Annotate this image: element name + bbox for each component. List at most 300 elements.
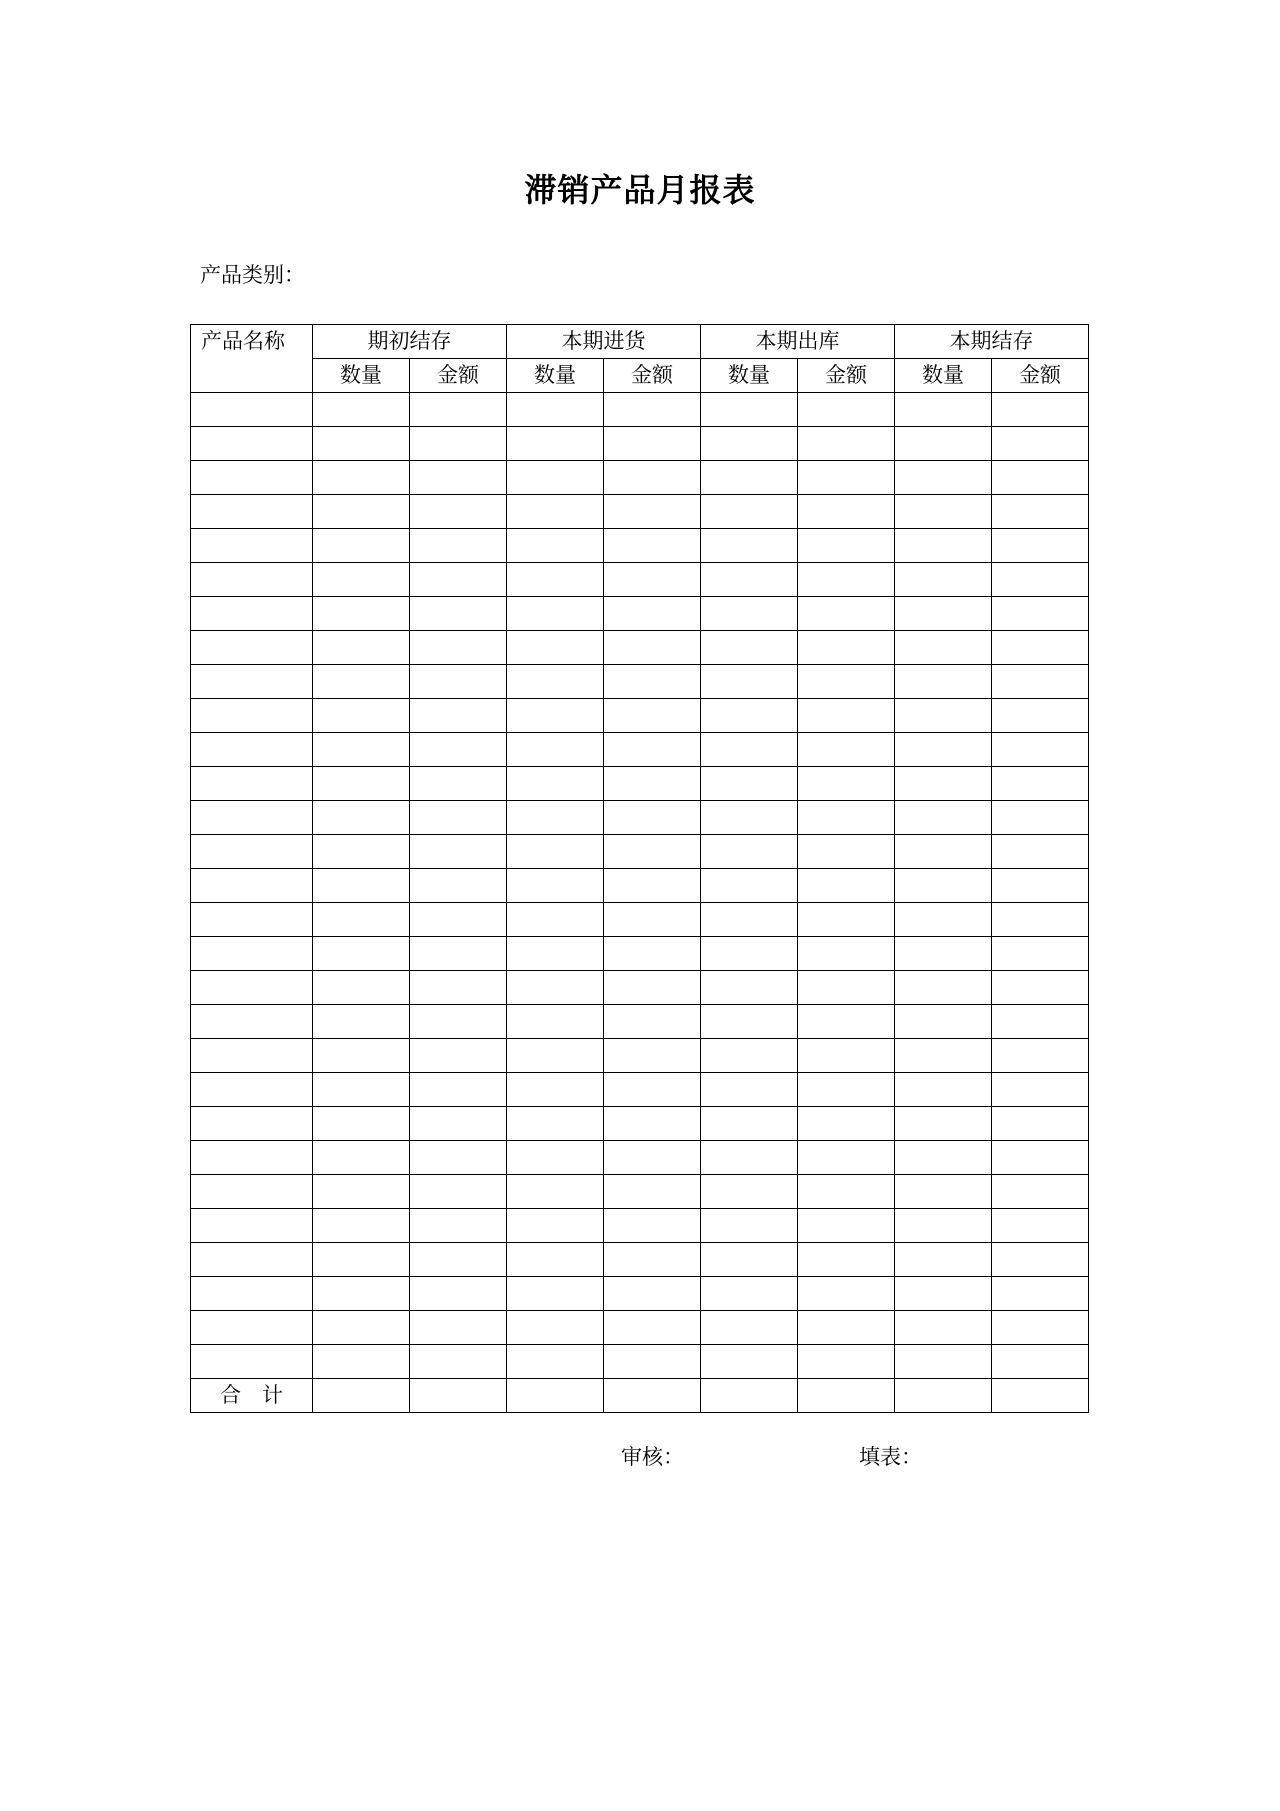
value-cell[interactable]	[604, 869, 701, 903]
value-cell[interactable]	[992, 1277, 1089, 1311]
table-row	[191, 699, 1089, 733]
value-cell[interactable]	[895, 1107, 992, 1141]
value-cell[interactable]	[895, 1073, 992, 1107]
value-cell[interactable]	[313, 971, 410, 1005]
value-cell[interactable]	[604, 1243, 701, 1277]
value-cell[interactable]	[313, 495, 410, 529]
value-cell[interactable]	[895, 393, 992, 427]
signature-line	[0, 1443, 1280, 1471]
product-name-cell[interactable]	[191, 1175, 313, 1209]
value-cell[interactable]	[507, 1209, 604, 1243]
value-cell[interactable]	[798, 1277, 895, 1311]
value-cell[interactable]	[507, 1039, 604, 1073]
value-cell[interactable]	[604, 699, 701, 733]
table-subheader-row	[191, 359, 1089, 393]
value-cell[interactable]	[507, 937, 604, 971]
value-cell[interactable]	[604, 529, 701, 563]
product-name-cell[interactable]	[191, 733, 313, 767]
value-cell[interactable]	[410, 1005, 507, 1039]
value-cell[interactable]	[410, 869, 507, 903]
value-cell[interactable]	[507, 495, 604, 529]
product-name-cell[interactable]	[191, 1141, 313, 1175]
value-cell[interactable]	[992, 1141, 1089, 1175]
value-cell[interactable]	[798, 529, 895, 563]
value-cell[interactable]	[604, 937, 701, 971]
value-cell[interactable]	[992, 1311, 1089, 1345]
value-cell[interactable]	[798, 665, 895, 699]
table-row	[191, 529, 1089, 563]
value-cell[interactable]	[895, 529, 992, 563]
value-cell[interactable]	[313, 529, 410, 563]
value-cell[interactable]	[507, 733, 604, 767]
value-cell[interactable]	[701, 1073, 798, 1107]
value-cell[interactable]	[701, 733, 798, 767]
value-cell[interactable]	[895, 631, 992, 665]
value-cell[interactable]	[992, 1107, 1089, 1141]
value-cell[interactable]	[798, 1345, 895, 1379]
value-cell[interactable]	[701, 1277, 798, 1311]
value-cell[interactable]	[410, 971, 507, 1005]
value-cell[interactable]	[604, 1039, 701, 1073]
value-cell[interactable]	[798, 937, 895, 971]
value-cell[interactable]	[604, 563, 701, 597]
value-cell[interactable]	[992, 767, 1089, 801]
table-row	[191, 903, 1089, 937]
total-value-cell[interactable]	[798, 1379, 895, 1413]
value-cell[interactable]	[507, 1107, 604, 1141]
table-row	[191, 631, 1089, 665]
value-cell[interactable]	[507, 1277, 604, 1311]
value-cell[interactable]	[992, 801, 1089, 835]
value-cell[interactable]	[313, 563, 410, 597]
product-name-cell[interactable]	[191, 393, 313, 427]
value-cell[interactable]	[507, 393, 604, 427]
value-cell[interactable]	[992, 393, 1089, 427]
total-value-cell[interactable]	[604, 1379, 701, 1413]
value-cell[interactable]	[992, 461, 1089, 495]
value-cell[interactable]	[507, 971, 604, 1005]
value-cell[interactable]	[604, 903, 701, 937]
value-cell[interactable]	[313, 1073, 410, 1107]
value-cell[interactable]	[895, 937, 992, 971]
value-cell[interactable]	[507, 801, 604, 835]
value-cell[interactable]	[507, 1141, 604, 1175]
value-cell[interactable]	[992, 1209, 1089, 1243]
value-cell[interactable]	[410, 1243, 507, 1277]
table-row	[191, 1073, 1089, 1107]
value-cell[interactable]	[507, 427, 604, 461]
value-cell[interactable]	[798, 1039, 895, 1073]
value-cell[interactable]	[410, 699, 507, 733]
value-cell[interactable]	[701, 1107, 798, 1141]
value-cell[interactable]	[507, 563, 604, 597]
value-cell[interactable]	[313, 427, 410, 461]
header-group-opening-stock: 期初结存	[313, 325, 507, 359]
table-row	[191, 733, 1089, 767]
value-cell[interactable]	[895, 427, 992, 461]
product-name-cell[interactable]	[191, 801, 313, 835]
value-cell[interactable]	[798, 427, 895, 461]
value-cell[interactable]	[992, 1073, 1089, 1107]
value-cell[interactable]	[410, 665, 507, 699]
value-cell[interactable]	[798, 835, 895, 869]
value-cell[interactable]	[992, 427, 1089, 461]
value-cell[interactable]	[798, 1209, 895, 1243]
value-cell[interactable]	[507, 461, 604, 495]
product-name-cell[interactable]	[191, 461, 313, 495]
report-table	[190, 324, 1089, 1413]
value-cell[interactable]	[992, 937, 1089, 971]
product-name-cell[interactable]	[191, 1345, 313, 1379]
value-cell[interactable]	[798, 869, 895, 903]
value-cell[interactable]	[313, 937, 410, 971]
value-cell[interactable]	[507, 699, 604, 733]
value-cell[interactable]	[798, 1311, 895, 1345]
value-cell[interactable]	[992, 1243, 1089, 1277]
value-cell[interactable]	[992, 529, 1089, 563]
value-cell[interactable]	[798, 699, 895, 733]
value-cell[interactable]	[895, 1039, 992, 1073]
value-cell[interactable]	[604, 1311, 701, 1345]
product-name-cell[interactable]	[191, 869, 313, 903]
value-cell[interactable]	[992, 1175, 1089, 1209]
header-quantity: 数量	[701, 359, 798, 393]
value-cell[interactable]	[798, 1175, 895, 1209]
value-cell[interactable]	[410, 631, 507, 665]
value-cell[interactable]	[798, 597, 895, 631]
product-name-cell[interactable]	[191, 835, 313, 869]
table-header-row	[191, 325, 1089, 359]
table-row	[191, 937, 1089, 971]
value-cell[interactable]	[798, 1073, 895, 1107]
value-cell[interactable]	[992, 903, 1089, 937]
value-cell[interactable]	[895, 597, 992, 631]
value-cell[interactable]	[701, 665, 798, 699]
value-cell[interactable]	[410, 1107, 507, 1141]
value-cell[interactable]	[992, 631, 1089, 665]
value-cell[interactable]	[313, 801, 410, 835]
total-value-cell[interactable]	[313, 1379, 410, 1413]
value-cell[interactable]	[410, 597, 507, 631]
value-cell[interactable]	[604, 1345, 701, 1379]
value-cell[interactable]	[604, 801, 701, 835]
value-cell[interactable]	[313, 461, 410, 495]
value-cell[interactable]	[313, 1175, 410, 1209]
value-cell[interactable]	[410, 393, 507, 427]
value-cell[interactable]	[604, 1107, 701, 1141]
value-cell[interactable]	[701, 971, 798, 1005]
value-cell[interactable]	[410, 563, 507, 597]
product-name-cell[interactable]	[191, 563, 313, 597]
value-cell[interactable]	[701, 1243, 798, 1277]
value-cell[interactable]	[313, 665, 410, 699]
value-cell[interactable]	[895, 869, 992, 903]
product-name-cell[interactable]	[191, 1311, 313, 1345]
value-cell[interactable]	[507, 869, 604, 903]
total-value-cell[interactable]	[507, 1379, 604, 1413]
value-cell[interactable]	[313, 393, 410, 427]
value-cell[interactable]	[410, 1039, 507, 1073]
value-cell[interactable]	[410, 733, 507, 767]
value-cell[interactable]	[410, 529, 507, 563]
table-row	[191, 1141, 1089, 1175]
value-cell[interactable]	[701, 1175, 798, 1209]
value-cell[interactable]	[895, 1141, 992, 1175]
value-cell[interactable]	[410, 1345, 507, 1379]
value-cell[interactable]	[313, 1243, 410, 1277]
value-cell[interactable]	[313, 903, 410, 937]
product-name-cell[interactable]	[191, 665, 313, 699]
header-quantity: 数量	[507, 359, 604, 393]
value-cell[interactable]	[507, 1311, 604, 1345]
product-name-cell[interactable]	[191, 529, 313, 563]
value-cell[interactable]	[895, 971, 992, 1005]
product-name-cell[interactable]	[191, 1209, 313, 1243]
product-name-cell[interactable]	[191, 495, 313, 529]
value-cell[interactable]	[895, 1277, 992, 1311]
product-name-cell[interactable]	[191, 767, 313, 801]
product-name-cell[interactable]	[191, 1277, 313, 1311]
value-cell[interactable]	[604, 393, 701, 427]
value-cell[interactable]	[895, 733, 992, 767]
product-name-cell[interactable]	[191, 971, 313, 1005]
value-cell[interactable]	[410, 1209, 507, 1243]
value-cell[interactable]	[701, 767, 798, 801]
value-cell[interactable]	[701, 427, 798, 461]
value-cell[interactable]	[410, 495, 507, 529]
header-amount: 金额	[798, 359, 895, 393]
value-cell[interactable]	[701, 699, 798, 733]
value-cell[interactable]	[895, 1345, 992, 1379]
product-name-cell[interactable]	[191, 1243, 313, 1277]
value-cell[interactable]	[992, 495, 1089, 529]
total-value-cell[interactable]	[410, 1379, 507, 1413]
value-cell[interactable]	[313, 1039, 410, 1073]
value-cell[interactable]	[798, 903, 895, 937]
value-cell[interactable]	[992, 1345, 1089, 1379]
value-cell[interactable]	[410, 1175, 507, 1209]
value-cell[interactable]	[410, 835, 507, 869]
value-cell[interactable]	[701, 1141, 798, 1175]
value-cell[interactable]	[410, 1141, 507, 1175]
value-cell[interactable]	[895, 903, 992, 937]
value-cell[interactable]	[507, 665, 604, 699]
value-cell[interactable]	[895, 461, 992, 495]
value-cell[interactable]	[895, 495, 992, 529]
value-cell[interactable]	[798, 1243, 895, 1277]
value-cell[interactable]	[895, 1175, 992, 1209]
value-cell[interactable]	[798, 563, 895, 597]
total-value-cell[interactable]	[895, 1379, 992, 1413]
total-value-cell[interactable]	[992, 1379, 1089, 1413]
value-cell[interactable]	[313, 733, 410, 767]
value-cell[interactable]	[701, 393, 798, 427]
value-cell[interactable]	[895, 1311, 992, 1345]
value-cell[interactable]	[895, 699, 992, 733]
value-cell[interactable]	[507, 1005, 604, 1039]
product-name-cell[interactable]	[191, 597, 313, 631]
value-cell[interactable]	[701, 937, 798, 971]
header-group-purchases: 本期进货	[507, 325, 701, 359]
value-cell[interactable]	[701, 597, 798, 631]
product-name-cell[interactable]	[191, 1073, 313, 1107]
value-cell[interactable]	[701, 801, 798, 835]
value-cell[interactable]	[410, 903, 507, 937]
value-cell[interactable]	[798, 801, 895, 835]
value-cell[interactable]	[313, 767, 410, 801]
product-name-cell[interactable]	[191, 427, 313, 461]
product-name-cell[interactable]	[191, 903, 313, 937]
value-cell[interactable]	[895, 1209, 992, 1243]
product-name-cell[interactable]	[191, 937, 313, 971]
value-cell[interactable]	[701, 495, 798, 529]
value-cell[interactable]	[798, 1005, 895, 1039]
value-cell[interactable]	[604, 767, 701, 801]
value-cell[interactable]	[604, 1073, 701, 1107]
value-cell[interactable]	[604, 427, 701, 461]
value-cell[interactable]	[992, 1039, 1089, 1073]
value-cell[interactable]	[992, 563, 1089, 597]
value-cell[interactable]	[604, 631, 701, 665]
table-row	[191, 1311, 1089, 1345]
value-cell[interactable]	[895, 1243, 992, 1277]
value-cell[interactable]	[507, 529, 604, 563]
value-cell[interactable]	[701, 869, 798, 903]
table-row	[191, 1345, 1089, 1379]
value-cell[interactable]	[604, 1209, 701, 1243]
value-cell[interactable]	[798, 461, 895, 495]
value-cell[interactable]	[313, 835, 410, 869]
value-cell[interactable]	[604, 665, 701, 699]
value-cell[interactable]	[992, 699, 1089, 733]
value-cell[interactable]	[410, 767, 507, 801]
value-cell[interactable]	[992, 971, 1089, 1005]
table-row	[191, 495, 1089, 529]
value-cell[interactable]	[604, 971, 701, 1005]
value-cell[interactable]	[507, 1243, 604, 1277]
value-cell[interactable]	[701, 631, 798, 665]
value-cell[interactable]	[992, 869, 1089, 903]
value-cell[interactable]	[410, 801, 507, 835]
value-cell[interactable]	[798, 767, 895, 801]
value-cell[interactable]	[701, 563, 798, 597]
value-cell[interactable]	[798, 971, 895, 1005]
value-cell[interactable]	[992, 733, 1089, 767]
value-cell[interactable]	[701, 1005, 798, 1039]
value-cell[interactable]	[410, 427, 507, 461]
value-cell[interactable]	[895, 563, 992, 597]
header-quantity: 数量	[895, 359, 992, 393]
header-product-name: 产品名称	[191, 325, 313, 393]
value-cell[interactable]	[604, 461, 701, 495]
value-cell[interactable]	[798, 393, 895, 427]
value-cell[interactable]	[604, 835, 701, 869]
value-cell[interactable]	[507, 1345, 604, 1379]
value-cell[interactable]	[313, 1005, 410, 1039]
value-cell[interactable]	[701, 529, 798, 563]
total-value-cell[interactable]	[701, 1379, 798, 1413]
value-cell[interactable]	[992, 835, 1089, 869]
header-amount: 金额	[410, 359, 507, 393]
value-cell[interactable]	[798, 733, 895, 767]
value-cell[interactable]	[604, 733, 701, 767]
value-cell[interactable]	[701, 1209, 798, 1243]
value-cell[interactable]	[604, 495, 701, 529]
value-cell[interactable]	[604, 1277, 701, 1311]
value-cell[interactable]	[604, 1175, 701, 1209]
value-cell[interactable]	[410, 1277, 507, 1311]
value-cell[interactable]	[895, 665, 992, 699]
value-cell[interactable]	[410, 937, 507, 971]
value-cell[interactable]	[701, 903, 798, 937]
product-name-cell[interactable]	[191, 1005, 313, 1039]
value-cell[interactable]	[410, 1311, 507, 1345]
value-cell[interactable]	[701, 1039, 798, 1073]
value-cell[interactable]	[701, 835, 798, 869]
table-row	[191, 461, 1089, 495]
value-cell[interactable]	[507, 597, 604, 631]
value-cell[interactable]	[507, 1175, 604, 1209]
header-group-outbound: 本期出库	[701, 325, 895, 359]
value-cell[interactable]	[992, 1005, 1089, 1039]
value-cell[interactable]	[313, 1311, 410, 1345]
header-amount: 金额	[604, 359, 701, 393]
value-cell[interactable]	[604, 1005, 701, 1039]
value-cell[interactable]	[992, 597, 1089, 631]
value-cell[interactable]	[895, 1005, 992, 1039]
value-cell[interactable]	[313, 1209, 410, 1243]
value-cell[interactable]	[313, 699, 410, 733]
value-cell[interactable]	[604, 1141, 701, 1175]
product-name-cell[interactable]	[191, 699, 313, 733]
value-cell[interactable]	[313, 597, 410, 631]
table-row	[191, 767, 1089, 801]
value-cell[interactable]	[798, 495, 895, 529]
value-cell[interactable]	[507, 835, 604, 869]
value-cell[interactable]	[798, 1141, 895, 1175]
value-cell[interactable]	[798, 1107, 895, 1141]
value-cell[interactable]	[313, 1107, 410, 1141]
value-cell[interactable]	[507, 903, 604, 937]
header-group-closing-stock: 本期结存	[895, 325, 1089, 359]
value-cell[interactable]	[313, 869, 410, 903]
value-cell[interactable]	[895, 767, 992, 801]
value-cell[interactable]	[507, 631, 604, 665]
value-cell[interactable]	[604, 597, 701, 631]
value-cell[interactable]	[798, 631, 895, 665]
value-cell[interactable]	[992, 665, 1089, 699]
value-cell[interactable]	[701, 1345, 798, 1379]
product-name-cell[interactable]	[191, 1039, 313, 1073]
value-cell[interactable]	[410, 1073, 507, 1107]
value-cell[interactable]	[507, 1073, 604, 1107]
table-row	[191, 1209, 1089, 1243]
value-cell[interactable]	[507, 767, 604, 801]
value-cell[interactable]	[895, 835, 992, 869]
table-row	[191, 1107, 1089, 1141]
value-cell[interactable]	[701, 461, 798, 495]
product-name-cell[interactable]	[191, 631, 313, 665]
value-cell[interactable]	[895, 801, 992, 835]
value-cell[interactable]	[313, 1277, 410, 1311]
value-cell[interactable]	[313, 1141, 410, 1175]
value-cell[interactable]	[410, 461, 507, 495]
value-cell[interactable]	[313, 631, 410, 665]
total-label: 合 计	[191, 1379, 313, 1413]
value-cell[interactable]	[701, 1311, 798, 1345]
value-cell[interactable]	[313, 1345, 410, 1379]
product-name-cell[interactable]	[191, 1107, 313, 1141]
